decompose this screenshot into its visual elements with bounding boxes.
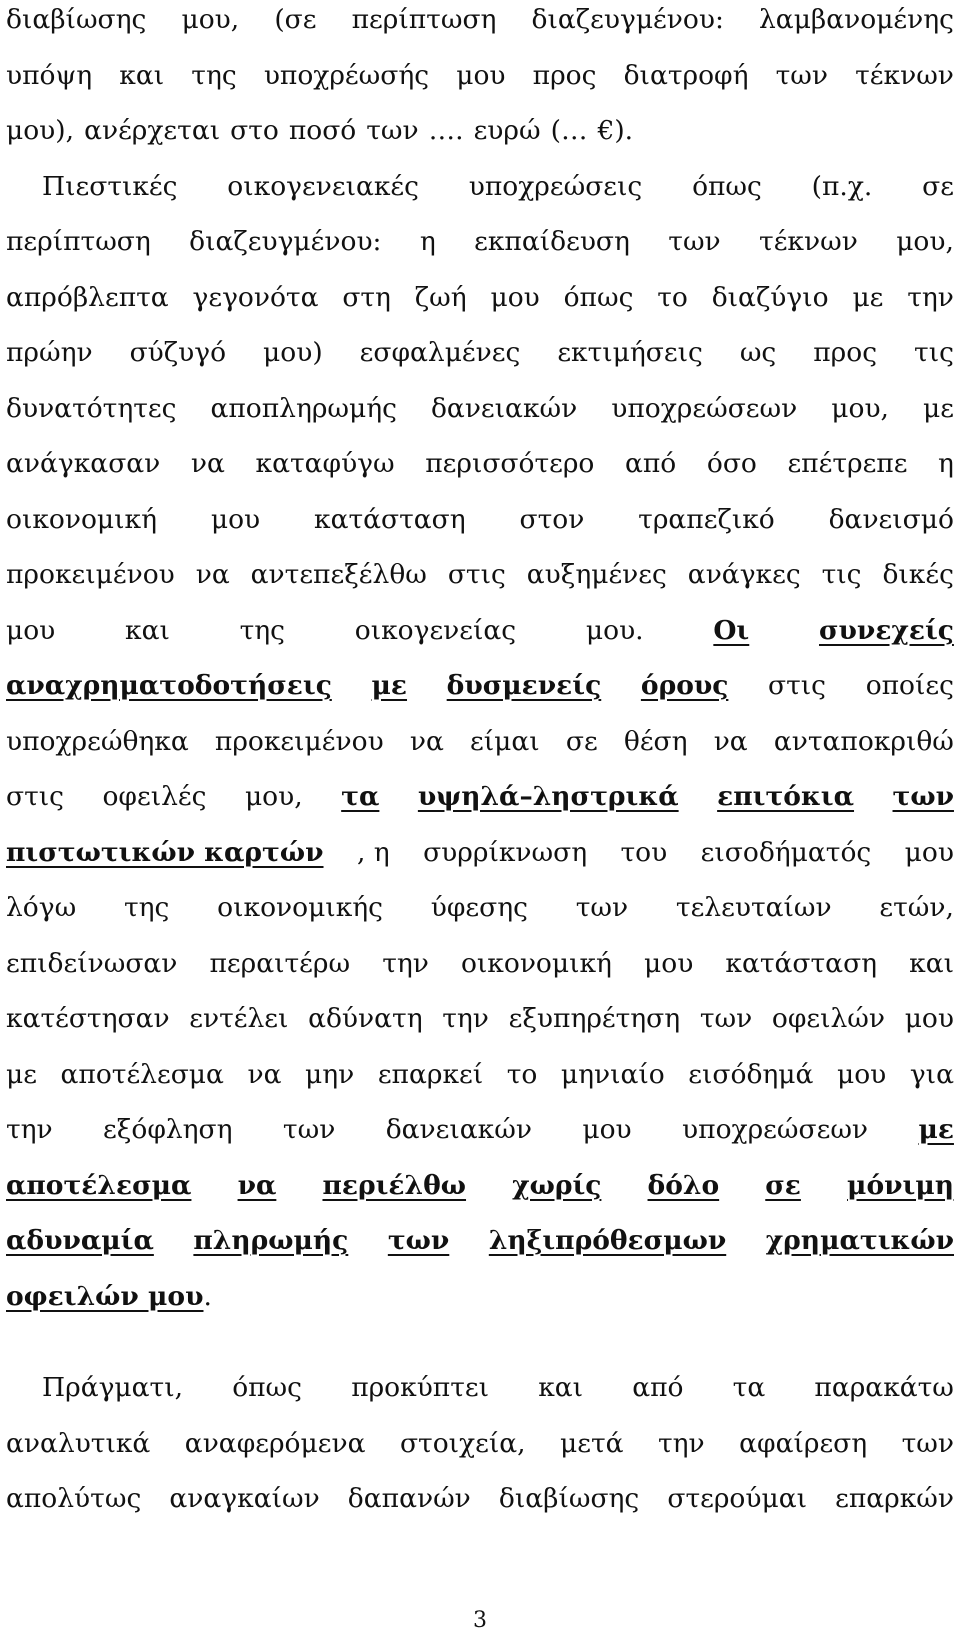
bold-underlined-word: ληξιπρόθεσμων bbox=[488, 1225, 727, 1256]
word: υποχρεώθηκα bbox=[6, 725, 189, 757]
word: μου bbox=[904, 836, 954, 868]
word: υποχρέωσής bbox=[263, 59, 430, 91]
word: (… bbox=[550, 115, 588, 146]
word: εξόφληση bbox=[103, 1114, 233, 1145]
word: των bbox=[775, 59, 828, 91]
bold-underlined-word: χρηματικών bbox=[765, 1225, 954, 1256]
word: εξυπηρέτηση bbox=[508, 1003, 681, 1034]
word: για bbox=[909, 1058, 954, 1090]
bold-underlined-word: επιτόκια bbox=[717, 781, 855, 812]
word: ανέρχεται bbox=[84, 115, 221, 146]
word: να bbox=[713, 725, 748, 757]
word: την bbox=[6, 1114, 53, 1145]
word: προκειμένου bbox=[214, 725, 384, 757]
bold-underlined-word: όρους bbox=[640, 670, 729, 701]
text-line bbox=[6, 1055, 954, 1111]
word: ανάγκασαν bbox=[6, 448, 161, 479]
word: διαβίωσης bbox=[498, 1483, 640, 1514]
word: τραπεζικό bbox=[638, 503, 775, 535]
bold-underlined-word: των bbox=[892, 781, 954, 812]
word: αυξημένες bbox=[526, 559, 667, 590]
word: δαπανών bbox=[347, 1483, 471, 1514]
word: περισσότερο bbox=[425, 448, 595, 479]
word: των bbox=[366, 115, 419, 146]
word: εισοδήματός bbox=[700, 836, 872, 868]
word: του bbox=[620, 836, 668, 868]
bold-underlined-word: τα bbox=[341, 781, 380, 812]
text-line bbox=[6, 1424, 954, 1480]
word: των bbox=[699, 1003, 753, 1034]
word: όπως bbox=[563, 281, 634, 313]
word: κατέστησαν bbox=[6, 1003, 170, 1034]
word: όσο bbox=[706, 448, 757, 479]
paragraph-gap bbox=[6, 1332, 954, 1368]
word: την bbox=[382, 947, 429, 979]
page-number: 3 bbox=[473, 1608, 487, 1633]
word: μου, bbox=[244, 781, 303, 812]
word: (π.χ. bbox=[811, 170, 873, 202]
word: εσφαλμένες bbox=[359, 337, 521, 368]
word: παρακάτω bbox=[814, 1372, 954, 1403]
word: προς bbox=[813, 337, 878, 368]
word: δικές bbox=[882, 559, 954, 590]
word: στερούμαι bbox=[667, 1483, 807, 1514]
bold-underlined-word: υψηλά–ληστρικά bbox=[417, 781, 679, 812]
word: διαζευγμένου: bbox=[189, 226, 382, 257]
word: αναφερόμενα bbox=[184, 1427, 366, 1459]
text-line bbox=[6, 1277, 954, 1333]
word: μου bbox=[6, 614, 56, 646]
bold-underlined-word: οφειλών μου bbox=[6, 1280, 204, 1312]
bold-underlined-word: αδυναμία bbox=[6, 1225, 154, 1256]
word: με bbox=[6, 1058, 37, 1090]
word: υποχρεώσεις bbox=[468, 170, 643, 202]
word: μην bbox=[305, 1058, 355, 1090]
word: δυνατότητες bbox=[6, 392, 177, 424]
word: από bbox=[624, 448, 677, 479]
word: κατάσταση bbox=[314, 503, 466, 535]
word: να bbox=[409, 725, 444, 757]
word: μετά bbox=[560, 1427, 624, 1459]
word: μηνιαίο bbox=[560, 1058, 665, 1090]
word: περαιτέρω bbox=[209, 947, 351, 979]
bold-underlined-word: δυσμενείς bbox=[446, 670, 602, 701]
word: να bbox=[195, 559, 230, 590]
bold-underlined-word: των bbox=[387, 1225, 450, 1256]
word: και bbox=[125, 614, 170, 646]
word: στο bbox=[230, 115, 279, 146]
text-line bbox=[6, 56, 954, 112]
word: αντεπεξέλθω bbox=[250, 559, 427, 590]
word: και bbox=[538, 1372, 584, 1403]
text-line bbox=[6, 167, 954, 223]
word: στις bbox=[6, 781, 64, 812]
text-line bbox=[6, 555, 954, 611]
word: την bbox=[442, 1003, 489, 1034]
word: μου, bbox=[181, 4, 240, 35]
word: (σε bbox=[274, 4, 317, 35]
word: επαρκών bbox=[835, 1483, 954, 1514]
bold-underlined-word: με bbox=[371, 670, 408, 701]
bold-underlined-word: συνεχείς bbox=[819, 614, 954, 646]
word: μου bbox=[644, 947, 694, 979]
word: απρόβλεπτα bbox=[6, 281, 169, 313]
word: επαρκεί bbox=[377, 1058, 484, 1090]
word: η bbox=[419, 226, 436, 257]
word: η bbox=[938, 448, 954, 479]
word: εκπαίδευση bbox=[474, 226, 630, 257]
word: το bbox=[657, 281, 688, 313]
word: μου, bbox=[896, 226, 954, 257]
word: διατροφή bbox=[623, 59, 749, 91]
text-line bbox=[6, 500, 954, 556]
bold-underlined-word: Οι bbox=[713, 614, 750, 646]
word: επιδείνωσαν bbox=[6, 947, 178, 979]
word: να bbox=[190, 448, 225, 479]
word: στη bbox=[342, 281, 391, 313]
word: ανάγκες bbox=[687, 559, 801, 590]
text-line bbox=[6, 999, 954, 1055]
bold-underlined-word: μόνιμη bbox=[847, 1169, 954, 1201]
word: των bbox=[282, 1114, 336, 1145]
word: ζωή bbox=[414, 281, 467, 313]
word: προκύπτει bbox=[351, 1372, 490, 1403]
word: οικονομικής bbox=[217, 892, 383, 923]
word: σύζυγό bbox=[129, 337, 227, 368]
word: λαμβανομένης bbox=[759, 4, 954, 35]
word: θέση bbox=[623, 725, 688, 757]
word: όπως bbox=[232, 1372, 303, 1403]
bold-underlined-word: χωρίς bbox=[512, 1169, 602, 1201]
word: ύφεσης bbox=[430, 892, 528, 923]
word: Πιεστικές bbox=[42, 170, 178, 202]
word: της bbox=[191, 59, 237, 91]
word: δανεισμό bbox=[828, 503, 954, 535]
word: μου), bbox=[6, 115, 75, 146]
word: αναγκαίων bbox=[169, 1483, 320, 1514]
word: στις bbox=[768, 670, 827, 701]
word: καταφύγω bbox=[255, 448, 395, 479]
bold-underlined-word: σε bbox=[765, 1169, 801, 1201]
word: περίπτωση bbox=[351, 4, 497, 35]
word: λόγω bbox=[6, 892, 77, 923]
word: με bbox=[852, 281, 884, 313]
word: ως bbox=[739, 337, 777, 368]
word: με bbox=[923, 392, 954, 424]
text-line bbox=[6, 1166, 954, 1222]
text-line bbox=[6, 777, 954, 833]
word: αδύνατη bbox=[308, 1003, 423, 1034]
word: περίπτωση bbox=[6, 226, 151, 257]
word: από bbox=[632, 1372, 684, 1403]
word: οικονομική bbox=[460, 947, 612, 979]
word: μου bbox=[904, 1003, 954, 1034]
bold-underlined-word: με bbox=[918, 1114, 954, 1145]
word: στον bbox=[519, 503, 585, 535]
word: ετών, bbox=[879, 892, 954, 923]
word: απολύτως bbox=[6, 1483, 142, 1514]
word: οικογενειακές bbox=[227, 170, 419, 202]
bold-underlined-word: περιέλθω bbox=[322, 1169, 467, 1201]
word: ευρώ bbox=[473, 115, 541, 146]
word: πρώην bbox=[6, 337, 93, 368]
word: μου bbox=[836, 1058, 887, 1090]
word: προς bbox=[532, 59, 597, 91]
word: , η bbox=[356, 836, 390, 868]
word: των bbox=[901, 1427, 954, 1459]
text-line bbox=[6, 1479, 954, 1535]
word: Πράγματι, bbox=[42, 1372, 184, 1403]
word: στις bbox=[447, 559, 506, 590]
word: κατάσταση bbox=[725, 947, 878, 979]
text-line bbox=[6, 1221, 954, 1277]
text-line bbox=[6, 444, 954, 500]
word: την bbox=[907, 281, 954, 313]
word: δανειακών bbox=[385, 1114, 532, 1145]
word: μου) bbox=[263, 337, 323, 368]
text-line bbox=[6, 666, 954, 722]
word: €). bbox=[597, 115, 634, 146]
word: διαβίωσης bbox=[6, 4, 147, 35]
word: οφειλών bbox=[771, 1003, 886, 1034]
word: υπόψη bbox=[6, 59, 93, 91]
word: την bbox=[658, 1427, 705, 1459]
text-line bbox=[6, 833, 954, 889]
bold-underlined-word: αποτέλεσμα bbox=[6, 1169, 192, 1201]
word: σε bbox=[922, 170, 954, 202]
word: της bbox=[123, 892, 170, 923]
text-line bbox=[6, 222, 954, 278]
text-line bbox=[6, 888, 954, 944]
word: εκτιμήσεις bbox=[557, 337, 703, 368]
text-line bbox=[6, 278, 954, 334]
word: είμαι bbox=[470, 725, 540, 757]
word: της bbox=[239, 614, 286, 646]
bold-underlined-word: δόλο bbox=[647, 1169, 720, 1201]
text-line bbox=[6, 722, 954, 778]
word: όπως bbox=[692, 170, 762, 202]
word: τις bbox=[914, 337, 954, 368]
word: οικονομική bbox=[6, 503, 157, 535]
word: μου. bbox=[585, 614, 644, 646]
word: εντέλει bbox=[189, 1003, 289, 1034]
word: των bbox=[575, 892, 629, 923]
word: και bbox=[119, 59, 165, 91]
word: υποχρεώσεων bbox=[682, 1114, 869, 1145]
word: να bbox=[247, 1058, 282, 1090]
bold-underlined-word: πληρωμής bbox=[193, 1225, 349, 1256]
word: σε bbox=[565, 725, 598, 757]
text-line bbox=[6, 333, 954, 389]
text-line bbox=[6, 111, 954, 167]
word: μου bbox=[456, 59, 506, 91]
word: ποσό bbox=[288, 115, 357, 146]
word: και bbox=[909, 947, 954, 979]
text-line bbox=[6, 0, 954, 56]
word: μου bbox=[582, 1114, 632, 1145]
text-line bbox=[6, 944, 954, 1000]
word: γεγονότα bbox=[192, 281, 319, 313]
word: οφειλές bbox=[102, 781, 207, 812]
word: υποχρεώσεων bbox=[611, 392, 798, 424]
word: οικογενείας bbox=[354, 614, 517, 646]
text-line bbox=[6, 1368, 954, 1424]
word: δανειακών bbox=[430, 392, 578, 424]
word: . bbox=[203, 1280, 212, 1312]
word: το bbox=[506, 1058, 538, 1090]
word: διαζευγμένου: bbox=[531, 4, 724, 35]
bold-underlined-word: αναχρηματοδοτήσεις bbox=[6, 670, 332, 701]
word: τέκνων bbox=[759, 226, 858, 257]
word: τελευταίων bbox=[675, 892, 832, 923]
word: τις bbox=[821, 559, 862, 590]
document-body bbox=[6, 0, 954, 1535]
word: αναλυτικά bbox=[6, 1427, 151, 1459]
word: αφαίρεση bbox=[739, 1427, 868, 1459]
word: μου bbox=[490, 281, 540, 313]
text-line bbox=[6, 389, 954, 445]
word: των bbox=[668, 226, 721, 257]
word: οποίες bbox=[865, 670, 954, 701]
word: ανταποκριθώ bbox=[773, 725, 954, 757]
word: …. bbox=[428, 115, 464, 146]
word: αποπληρωμής bbox=[210, 392, 397, 424]
word: τέκνων bbox=[855, 59, 954, 91]
word: στοιχεία, bbox=[399, 1427, 526, 1459]
word: προκειμένου bbox=[6, 559, 175, 590]
word: μου, bbox=[831, 392, 889, 424]
word: αποτέλεσμα bbox=[60, 1058, 224, 1090]
bold-underlined-word: πιστωτικών καρτών bbox=[6, 836, 324, 868]
word: εισόδημά bbox=[688, 1058, 814, 1090]
word: μου bbox=[210, 503, 261, 535]
text-line bbox=[6, 611, 954, 667]
word: επέτρεπε bbox=[787, 448, 908, 479]
word: τα bbox=[732, 1372, 766, 1403]
word: διαζύγιο bbox=[711, 281, 829, 313]
bold-underlined-word: να bbox=[237, 1169, 277, 1201]
text-line bbox=[6, 1110, 954, 1166]
word: συρρίκνωση bbox=[423, 836, 588, 868]
